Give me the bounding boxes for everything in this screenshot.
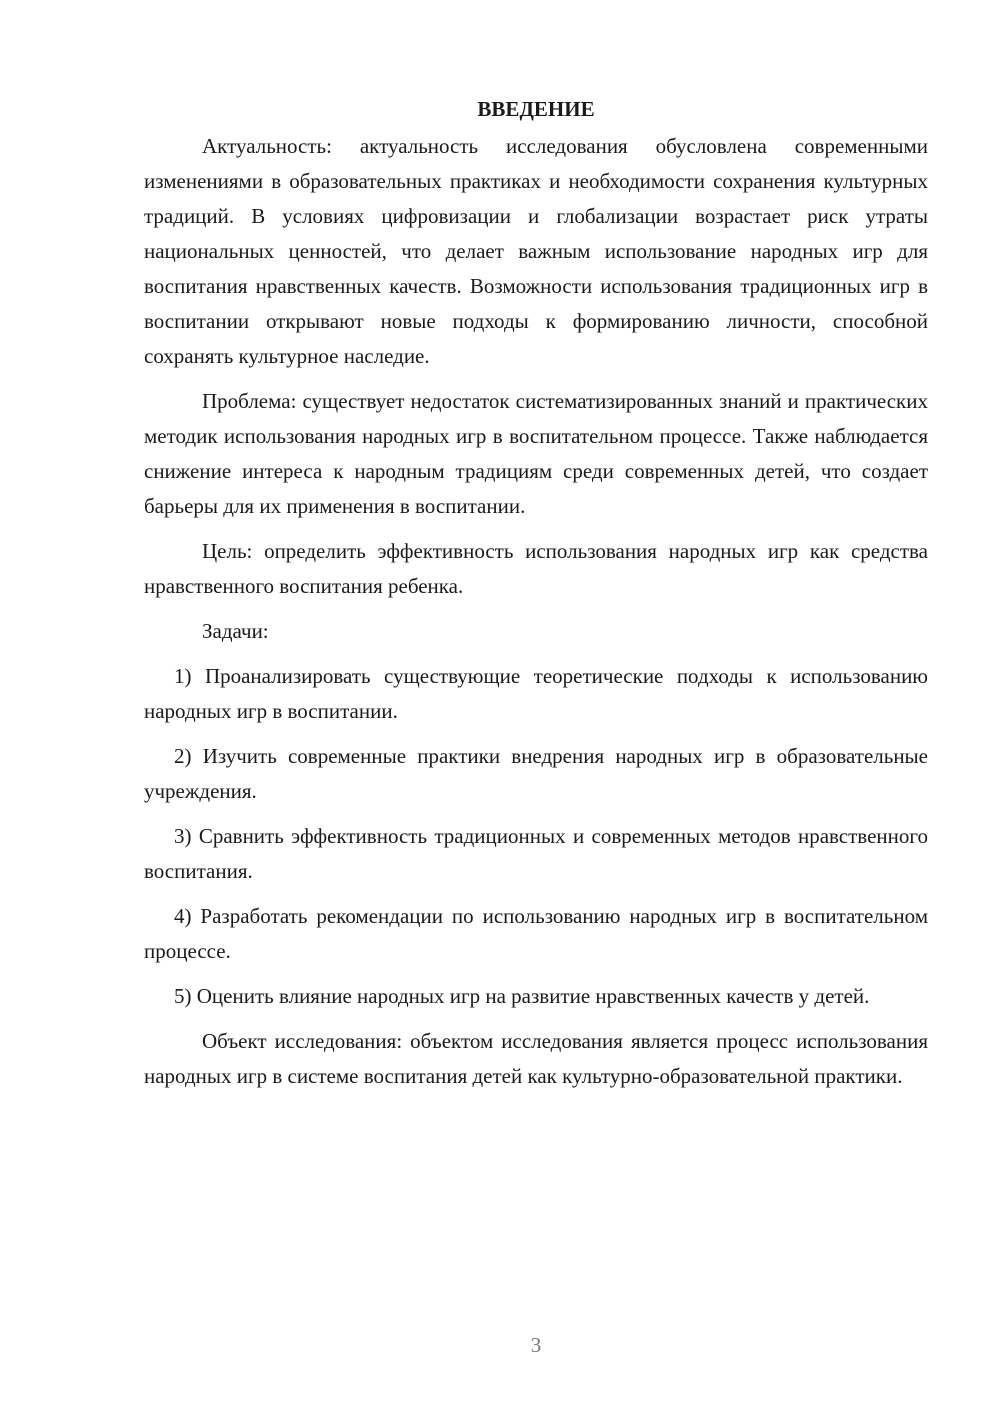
paragraph-relevance: Актуальность: актуальность исследования обусловлена современными изменениями в образовательных практиках и необходимости сохранения культурных традиций. В условиях цифровизации и глобализации возрастает риск утраты национальных ценностей, что делает важным использование народных игр для воспитания нравственных качеств. Возможности использования традиционных игр в воспитании открывают новые подходы к формированию личности, способной сохранять культурное наследие. — [144, 134, 928, 368]
paragraph-object: Объект исследования: объектом исследования является процесс использования народных игр в системе воспитания детей как культурно-образовательной практики. — [144, 1029, 928, 1088]
paragraph-goal: Цель: определить эффективность использования народных игр как средства нравственного воспитания ребенка. — [144, 539, 928, 598]
page-content — [144, 92, 928, 1104]
task-item-5: 5) Оценить влияние народных игр на развитие нравственных качеств у детей. — [174, 984, 870, 1008]
page-title: ВВЕДЕНИЕ — [477, 97, 595, 121]
task-item-1: 1) Проанализировать существующие теоретические подходы к использованию народных игр в воспитании. — [144, 664, 928, 723]
task-item-3: 3) Сравнить эффективность традиционных и современных методов нравственного воспитания. — [144, 824, 928, 883]
task-item-2: 2) Изучить современные практики внедрения народных игр в образовательные учреждения. — [144, 744, 928, 803]
paragraph-problem: Проблема: существует недостаток систематизированных знаний и практических методик использования народных игр в воспитательном процессе. Также наблюдается снижение интереса к народным традициям среди современных детей, что создает барьеры для их применения в воспитании. — [144, 389, 928, 518]
tasks-label: Задачи: — [202, 619, 269, 643]
task-item-4: 4) Разработать рекомендации по использованию народных игр в воспитательном процессе. — [144, 904, 928, 963]
page-number: 3 — [530, 1333, 542, 1357]
